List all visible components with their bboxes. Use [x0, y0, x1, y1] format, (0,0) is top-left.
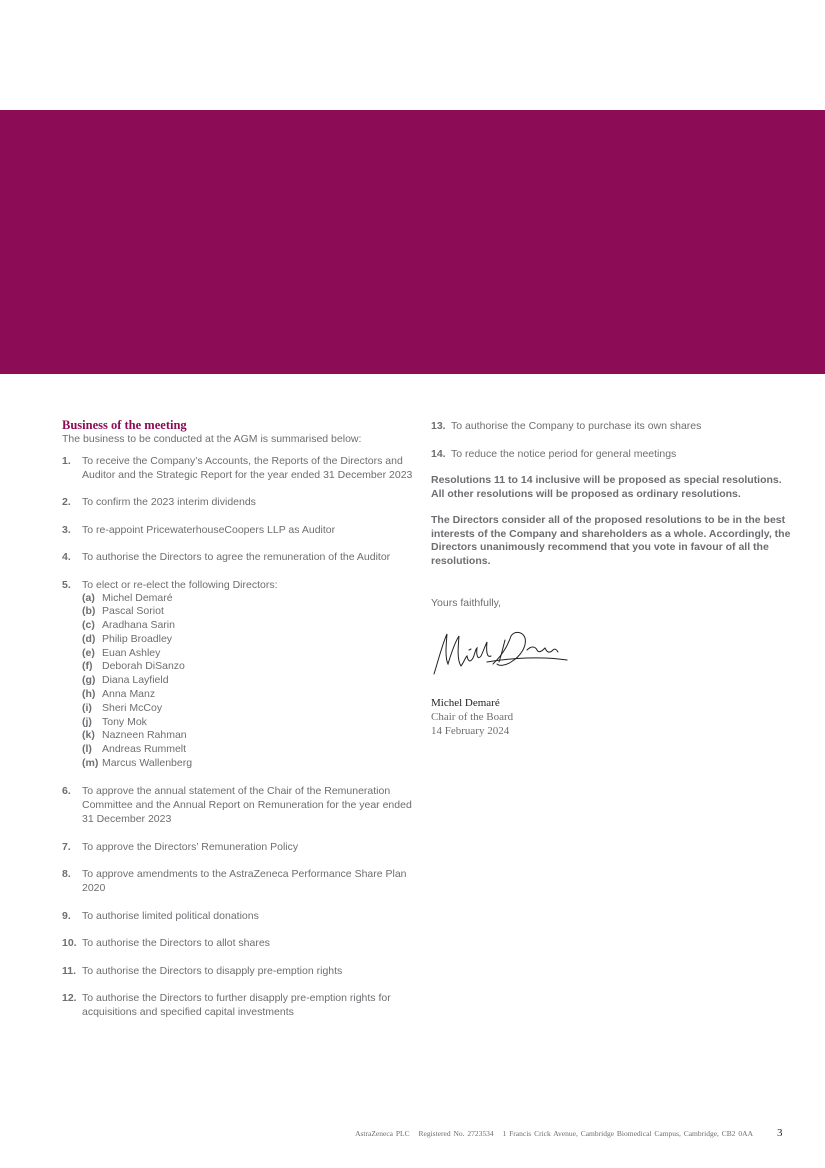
resolution-11	[62, 964, 422, 978]
signature-image	[431, 628, 571, 678]
resolution-14	[431, 447, 796, 461]
resolution-number: 3.	[62, 523, 71, 536]
director-name: Marcus Wallenberg	[102, 757, 193, 770]
signer-date: 14 February 2024	[431, 725, 510, 737]
resolution-9	[62, 909, 422, 923]
director-item	[82, 592, 422, 606]
resolution-number: 7.	[62, 840, 71, 853]
director-name: Philip Broadley	[102, 632, 173, 645]
director-item	[82, 729, 422, 743]
directors-recommendation: The Directors consider all of the proposed resolutions to be in the best interests of the Company and shareholders as a whole. Accordingly, the Directors unanimously recommend that you vote in favour of all the resolutions.	[431, 514, 791, 567]
director-item	[82, 688, 422, 702]
director-name: Andreas Rummelt	[102, 743, 187, 756]
signer-name: Michel Demaré	[431, 697, 500, 709]
resolution-4	[62, 550, 422, 564]
footer-registration: Registered No. 2723534	[418, 1129, 494, 1138]
resolution-text: To confirm the 2023 interim dividends	[82, 496, 256, 508]
resolution-text-block	[82, 578, 422, 771]
section-title: Business of the meeting	[62, 418, 187, 432]
resolution-8	[62, 867, 422, 895]
director-letter: (b)	[82, 605, 96, 618]
director-item	[82, 633, 422, 647]
resolution-number: 6.	[62, 785, 71, 798]
director-item	[82, 647, 422, 661]
footer-address: 1 Francis Crick Avenue, Cambridge Biomedical Campus, Cambridge, CB2 0AA	[502, 1129, 753, 1138]
director-item	[82, 674, 422, 688]
director-letter: (l)	[82, 743, 92, 756]
resolution-text: To authorise the Directors to agree the remuneration of the Auditor	[82, 551, 391, 563]
director-name: Michel Demaré	[102, 591, 173, 604]
resolution-3	[62, 523, 422, 537]
resolution-6	[62, 784, 422, 826]
resolution-7	[62, 840, 422, 854]
resolution-1	[62, 454, 422, 482]
director-letter: (g)	[82, 674, 96, 687]
signer-title: Chair of the Board	[431, 711, 514, 723]
director-name: Pascal Soriot	[102, 605, 164, 618]
resolution-number: 1.	[62, 454, 71, 467]
director-letter: (e)	[82, 646, 95, 659]
director-item	[82, 743, 422, 757]
resolution-12	[62, 991, 422, 1019]
resolution-text: To approve the Directors’ Remuneration Policy	[82, 840, 299, 853]
resolution-text: To re-appoint PricewaterhouseCoopers LLP as Auditor	[82, 523, 336, 536]
signer-block	[431, 696, 796, 738]
resolution-5	[62, 578, 422, 771]
resolution-text: To authorise limited political donations	[82, 909, 259, 922]
resolution-text: To authorise the Directors to allot shares	[82, 937, 270, 950]
resolution-number: 5.	[62, 578, 71, 591]
resolution-number: 4.	[62, 551, 71, 563]
director-item	[82, 757, 422, 771]
page-footer	[355, 1129, 753, 1138]
resolution-number: 11.	[62, 964, 77, 977]
intro-text: The business to be conducted at the AGM is summarised below:	[62, 433, 362, 445]
resolution-number: 2.	[62, 496, 71, 508]
director-letter: (k)	[82, 729, 95, 742]
resolution-text: To receive the Company’s Accounts, the Reports of the Directors and Auditor and the Strategic Report for the year ended 31 December 2023	[82, 454, 413, 481]
resolution-text: To authorise the Company to purchase its own shares	[451, 420, 702, 432]
director-letter: (m)	[82, 757, 99, 770]
director-name: Sheri McCoy	[102, 701, 163, 714]
director-item	[82, 619, 422, 633]
resolution-text: To authorise the Directors to further disapply pre-emption rights for acquisitions and specified capital investments	[82, 992, 391, 1019]
director-item	[82, 605, 422, 619]
resolution-number: 10.	[62, 937, 77, 950]
director-item	[82, 716, 422, 730]
resolution-number: 14.	[431, 447, 446, 460]
director-letter: (h)	[82, 688, 96, 701]
resolution-text: To authorise the Directors to disapply pre-emption rights	[82, 964, 343, 977]
director-item	[82, 702, 422, 716]
director-letter: (d)	[82, 632, 96, 645]
director-letter: (j)	[82, 715, 92, 728]
director-name: Deborah DiSanzo	[102, 660, 185, 673]
special-resolutions-note: Resolutions 11 to 14 inclusive will be proposed as special resolutions. All other resolutions will be proposed as ordinary resolutions.	[431, 474, 782, 500]
header-banner	[0, 110, 825, 374]
resolution-13	[431, 419, 796, 433]
resolution-text: To approve the annual statement of the Chair of the Remuneration Committee and the Annual Report on Remuneration for the year ended 31 December 2023	[82, 785, 412, 826]
director-name: Aradhana Sarin	[102, 619, 175, 632]
resolution-number: 13.	[431, 420, 446, 432]
left-column	[62, 418, 422, 1033]
resolution-number: 8.	[62, 868, 71, 881]
right-column	[431, 419, 796, 738]
director-name: Tony Mok	[102, 715, 147, 728]
director-letter: (a)	[82, 591, 95, 604]
resolution-text: To approve amendments to the AstraZeneca Performance Share Plan 2020	[82, 868, 407, 895]
director-name: Nazneen Rahman	[102, 729, 187, 742]
director-letter: (f)	[82, 660, 93, 673]
director-name: Anna Manz	[102, 688, 156, 701]
resolution-text: To elect or re-elect the following Directors:	[82, 578, 278, 591]
director-name: Euan Ashley	[102, 646, 161, 659]
resolution-2	[62, 495, 422, 509]
resolution-number: 9.	[62, 909, 71, 922]
director-letter: (c)	[82, 619, 95, 632]
closing-salutation: Yours faithfully,	[431, 597, 502, 609]
resolution-number: 12.	[62, 992, 77, 1005]
footer-company: AstraZeneca PLC	[355, 1129, 410, 1138]
resolution-text: To reduce the notice period for general meetings	[451, 447, 677, 460]
page-number: 3	[777, 1127, 783, 1139]
director-letter: (i)	[82, 701, 92, 714]
director-name: Diana Layfield	[102, 674, 169, 687]
director-item	[82, 660, 422, 674]
resolution-10	[62, 936, 422, 950]
